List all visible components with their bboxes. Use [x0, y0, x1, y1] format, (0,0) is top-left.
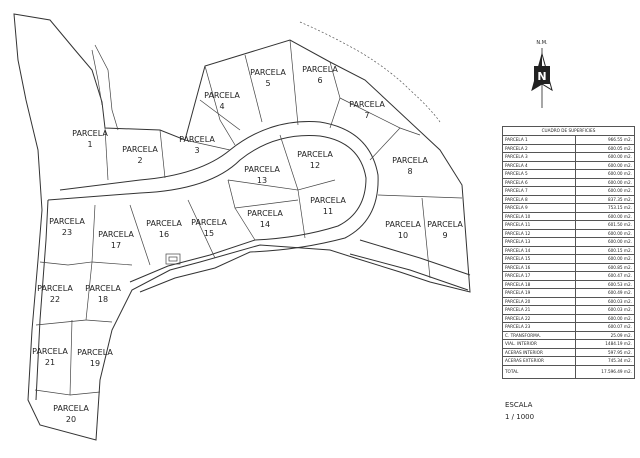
row-area: 600.15 m2. — [575, 246, 634, 255]
compass-icon — [524, 46, 560, 110]
table-row — [503, 255, 635, 264]
row-name: PARCELA 2 — [503, 144, 576, 153]
row-area: 600.85 m2. — [575, 263, 634, 272]
row-name: PARCELA 4 — [503, 161, 576, 170]
table-row — [503, 263, 635, 272]
parcel-label: PARCELA — [98, 230, 134, 239]
table-total-row — [503, 365, 635, 378]
row-name: PARCELA 17 — [503, 272, 576, 281]
total-value: 17.596.49 m2. — [575, 365, 634, 378]
table-row — [503, 306, 635, 315]
table-row — [503, 195, 635, 204]
row-name: PARCELA 5 — [503, 170, 576, 179]
parcel-label: PARCELA — [392, 156, 428, 165]
total-label: TOTAL — [503, 365, 576, 378]
table-row — [503, 136, 635, 145]
row-name: ACERAS INTERIOR — [503, 348, 576, 357]
row-area: 600.00 m2. — [575, 314, 634, 323]
parcel-number: 7 — [364, 111, 370, 120]
parcel-label: PARCELA — [49, 217, 85, 226]
parcel-number: 18 — [97, 295, 109, 304]
row-area: 753.15 m2. — [575, 204, 634, 213]
parcel-label: PARCELA — [85, 284, 121, 293]
row-name: PARCELA 18 — [503, 280, 576, 289]
parcel-label: PARCELA — [53, 404, 89, 413]
table-row — [503, 289, 635, 298]
row-name: PARCELA 12 — [503, 229, 576, 238]
row-area: 966.55 m2. — [575, 136, 634, 145]
svg-text:N: N — [537, 70, 547, 83]
table-row — [503, 187, 635, 196]
stream-line-2 — [92, 50, 102, 105]
row-name: PARCELA 16 — [503, 263, 576, 272]
parcel-label: PARCELA — [310, 196, 346, 205]
row-name: PARCELA 1 — [503, 136, 576, 145]
row-name: VIAL. INTERIOR — [503, 340, 576, 349]
row-area: 600.53 m2. — [575, 280, 634, 289]
parcel-label: PARCELA — [32, 347, 68, 356]
table-row — [503, 348, 635, 357]
parcel-label: PARCELA — [427, 220, 463, 229]
row-area: 25.09 m2. — [575, 331, 634, 340]
row-area: 597.95 m2. — [575, 348, 634, 357]
table-row — [503, 331, 635, 340]
table-row — [503, 280, 635, 289]
table-row — [503, 229, 635, 238]
table-row — [503, 297, 635, 306]
parcel-label: PARCELA — [385, 220, 421, 229]
row-area: 600.07 m2. — [575, 323, 634, 332]
row-name: PARCELA 15 — [503, 255, 576, 264]
parcel-number: 23 — [61, 228, 73, 237]
row-area: 600.00 m2. — [575, 229, 634, 238]
row-area: 600.00 m2. — [575, 212, 634, 221]
row-area: 600.00 m2. — [575, 161, 634, 170]
parcel-number: 8 — [407, 167, 413, 176]
parcel-number: 9 — [442, 231, 448, 240]
parcel-number: 6 — [317, 76, 323, 85]
row-area: 745.34 m2. — [575, 357, 634, 366]
table-row — [503, 212, 635, 221]
parcel-number: 5 — [265, 79, 271, 88]
parcel-label: PARCELA — [72, 129, 108, 138]
row-area: 600.00 m2. — [575, 255, 634, 264]
parcel-number: 2 — [137, 156, 143, 165]
row-area: 601.50 m2. — [575, 221, 634, 230]
row-name: PARCELA 20 — [503, 297, 576, 306]
row-name: PARCELA 23 — [503, 323, 576, 332]
parcel-label: PARCELA — [179, 135, 215, 144]
parcel-number: 21 — [44, 358, 56, 367]
north-arrow — [524, 40, 560, 114]
parcel-number: 14 — [259, 220, 271, 229]
row-area: 1484.19 m2. — [575, 340, 634, 349]
row-name: ACERAS EXTERIOR — [503, 357, 576, 366]
parcel-number: 15 — [203, 229, 215, 238]
parcel-number: 1 — [87, 140, 93, 149]
table-row — [503, 314, 635, 323]
row-area: 600.05 m2. — [575, 144, 634, 153]
parcel-number: 10 — [397, 231, 409, 240]
table-row — [503, 221, 635, 230]
row-area: 600.03 m2. — [575, 306, 634, 315]
row-name: PARCELA 6 — [503, 178, 576, 187]
parcel-number: 17 — [110, 241, 122, 250]
parcel-number: 3 — [194, 146, 200, 155]
row-area: 600.00 m2. — [575, 153, 634, 162]
transformer-box — [166, 254, 180, 264]
row-name: C. TRANSFORMA. — [503, 331, 576, 340]
table-row — [503, 144, 635, 153]
parcel-label: PARCELA — [146, 219, 182, 228]
row-name: PARCELA 9 — [503, 204, 576, 213]
row-name: PARCELA 3 — [503, 153, 576, 162]
scale-value: 1 / 1000 — [505, 413, 535, 421]
row-name: PARCELA 13 — [503, 238, 576, 247]
parcel-number: 13 — [256, 176, 268, 185]
row-area: 600.00 m2. — [575, 178, 634, 187]
parcel-number: 19 — [89, 359, 101, 368]
table-row — [503, 153, 635, 162]
parcel-label: PARCELA — [191, 218, 227, 227]
parcel-label: PARCELA — [247, 209, 283, 218]
parcel-label: PARCELA — [297, 150, 333, 159]
table-row — [503, 178, 635, 187]
parcel-number: 20 — [65, 415, 77, 424]
scale-label: ESCALA — [505, 401, 533, 409]
parcel-number: 12 — [309, 161, 321, 170]
row-area: 600.00 m2. — [575, 238, 634, 247]
table-row — [503, 161, 635, 170]
stream-line — [95, 45, 118, 130]
surface-table — [502, 126, 635, 379]
parcel-number: 11 — [322, 207, 334, 216]
parcel-label: PARCELA — [250, 68, 286, 77]
row-name: PARCELA 14 — [503, 246, 576, 255]
table-row — [503, 357, 635, 366]
table-row — [503, 323, 635, 332]
table-row — [503, 170, 635, 179]
table-title: CUADRO DE SUPERFICIES — [503, 127, 635, 136]
parcel-label: PARCELA — [77, 348, 113, 357]
road-south-edge-2 — [350, 254, 468, 290]
row-area: 837.35 m2. — [575, 195, 634, 204]
table-row — [503, 246, 635, 255]
parcel-number: 22 — [49, 295, 61, 304]
scale-legend — [505, 399, 534, 423]
row-name: PARCELA 7 — [503, 187, 576, 196]
table-row — [503, 272, 635, 281]
parcel-label: PARCELA — [349, 100, 385, 109]
north-label: N.M. — [536, 40, 548, 46]
row-name: PARCELA 21 — [503, 306, 576, 315]
row-name: PARCELA 8 — [503, 195, 576, 204]
parcel-number: 4 — [219, 102, 225, 111]
parcel-label: PARCELA — [244, 165, 280, 174]
parcel-label: PARCELA — [37, 284, 73, 293]
row-name: PARCELA 22 — [503, 314, 576, 323]
parcel-label: PARCELA — [122, 145, 158, 154]
row-name: PARCELA 19 — [503, 289, 576, 298]
row-area: 600.47 m2. — [575, 272, 634, 281]
parcel-label: PARCELA — [204, 91, 240, 100]
row-area: 600.00 m2. — [575, 187, 634, 196]
table-row — [503, 204, 635, 213]
table-row — [503, 340, 635, 349]
row-area: 600.49 m2. — [575, 289, 634, 298]
road-south-edge — [360, 240, 470, 275]
parcel-number: 16 — [158, 230, 170, 239]
row-name: PARCELA 10 — [503, 212, 576, 221]
row-area: 600.03 m2. — [575, 297, 634, 306]
row-area: 600.00 m2. — [575, 170, 634, 179]
row-name: PARCELA 11 — [503, 221, 576, 230]
road-west-edge — [36, 200, 48, 400]
table-row — [503, 238, 635, 247]
parcel-label: PARCELA — [302, 65, 338, 74]
